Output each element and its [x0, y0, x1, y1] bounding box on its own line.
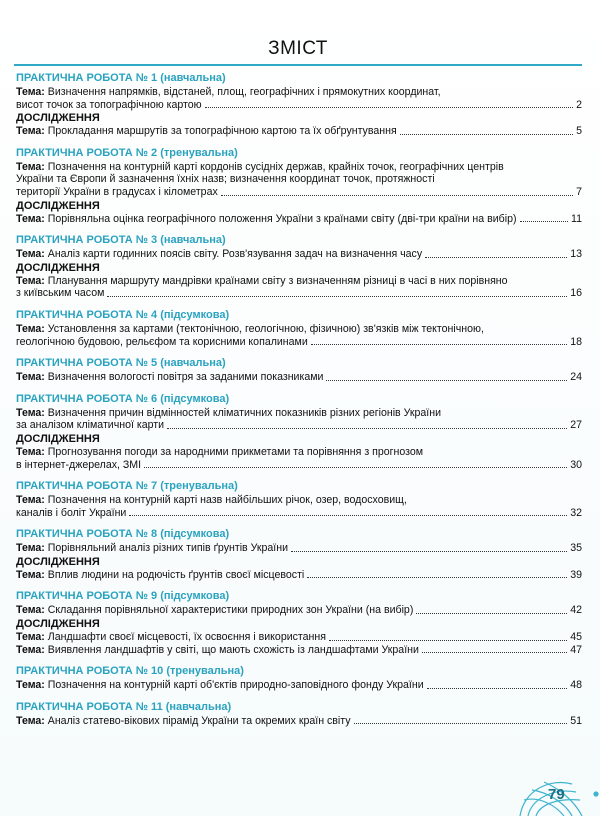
- topic-key: Тема:: [16, 494, 45, 507]
- toc-entry[interactable]: [16, 679, 582, 692]
- topic-key: Тема:: [16, 631, 45, 644]
- leader-dots: [520, 221, 568, 222]
- leader-dots: [167, 428, 567, 429]
- research-label: ДОСЛІДЖЕННЯ: [16, 261, 100, 274]
- topic-text: Вплив людини на родючість ґрунтів своєї місцевості: [47, 568, 305, 581]
- page-ref: 2: [576, 98, 582, 111]
- header: [14, 38, 582, 66]
- topic-text: геологічною будовою, рельєфом та корисними копалинами: [16, 335, 308, 348]
- leader-dots: [329, 640, 567, 641]
- page-ref: 13: [570, 248, 582, 261]
- leader-dots: [144, 467, 567, 468]
- table-of-contents: [16, 72, 582, 736]
- topic-key: Тема:: [16, 212, 45, 225]
- page-ref: 27: [570, 419, 582, 432]
- section-title[interactable]: ПРАКТИЧНА РОБОТА № 3 (навчальна): [16, 234, 226, 247]
- topic-key: Тема:: [16, 679, 45, 692]
- topic-key: Тема:: [16, 322, 45, 335]
- topic-text: за аналізом кліматичної карти: [16, 419, 165, 432]
- page-ref: 18: [570, 335, 582, 348]
- topic-text: території України в градусах і кілометрах: [16, 185, 218, 198]
- leader-dots: [291, 551, 567, 552]
- toc-entry[interactable]: [16, 371, 582, 384]
- page-ref: 35: [570, 542, 582, 555]
- page-title: ЗМІСТ: [268, 38, 328, 59]
- topic-text: Аналіз статево-вікових пірамід України та окремих країн світу: [47, 714, 351, 727]
- page-ref: 5: [576, 125, 582, 138]
- leader-dots: [354, 723, 568, 724]
- topic-text: Складання порівняльної характеристики природних зон України (на вибір): [47, 604, 414, 617]
- topic-key: Тема:: [16, 406, 45, 419]
- section-title[interactable]: ПРАКТИЧНА РОБОТА № 6 (підсумкова): [16, 392, 230, 405]
- research-label: ДОСЛІДЖЕННЯ: [16, 199, 100, 212]
- topic-key: Тема:: [16, 568, 45, 581]
- topic-key: Тема:: [16, 714, 45, 727]
- page-ref: 45: [570, 631, 582, 644]
- toc-entry[interactable]: [16, 407, 582, 432]
- toc-section: [16, 393, 582, 471]
- toc-section: [16, 701, 582, 728]
- page-ref: 7: [576, 185, 582, 198]
- topic-text: Планування маршруту мандрівки країнами світу з визначенням різниці в часі в них порівняно: [47, 274, 508, 287]
- page-number: 79: [548, 786, 565, 803]
- research-label: ДОСЛІДЖЕННЯ: [16, 618, 100, 631]
- toc-entry[interactable]: [16, 644, 582, 657]
- topic-key: Тема:: [16, 274, 45, 287]
- page-ref: 39: [570, 568, 582, 581]
- topic-key: Тема:: [16, 604, 45, 617]
- leader-dots: [107, 296, 567, 297]
- topic-text: Установлення за картами (тектонічною, геологічною, фізичною) зв'язків між тектонічною,: [47, 322, 484, 335]
- section-title[interactable]: ПРАКТИЧНА РОБОТА № 7 (тренувальна): [16, 480, 238, 493]
- topic-text: Визначення причин відмінностей кліматичних показників різних регіонів України: [47, 406, 442, 419]
- topic-key: Тема:: [16, 248, 45, 261]
- topic-text: висот точок за топографічною картою: [16, 98, 202, 111]
- toc-section: [16, 590, 582, 656]
- section-title[interactable]: ПРАКТИЧНА РОБОТА № 8 (підсумкова): [16, 528, 230, 541]
- leader-dots: [205, 107, 573, 108]
- toc-section: [16, 309, 582, 348]
- topic-key: Тема:: [16, 371, 45, 384]
- topic-text: Порівняльний аналіз різних типів ґрунтів України: [47, 542, 289, 555]
- toc-entry[interactable]: [16, 604, 582, 617]
- topic-key: Тема:: [16, 542, 45, 555]
- toc-section: [16, 665, 582, 692]
- research-label: ДОСЛІДЖЕННЯ: [16, 432, 100, 445]
- leader-dots: [221, 195, 573, 196]
- toc-entry[interactable]: [16, 715, 582, 728]
- section-title[interactable]: ПРАКТИЧНА РОБОТА № 2 (тренувальна): [16, 146, 238, 159]
- page-ref: 30: [570, 458, 582, 471]
- toc-section: [16, 72, 582, 138]
- page-ref: 11: [571, 212, 582, 225]
- toc-entry[interactable]: [16, 494, 582, 519]
- leader-dots: [326, 380, 567, 381]
- leader-dots: [427, 688, 568, 689]
- topic-text: Визначення напрямків, відстаней, площ, географічних і прямокутних координат,: [47, 86, 441, 98]
- toc-entry[interactable]: [16, 446, 582, 471]
- topic-text: Визначення вологості повітря за заданими показниками: [47, 371, 324, 384]
- leader-dots: [425, 257, 567, 258]
- topic-text: України та Європи й зазначення їхніх назв; визначення координат точок, протяжності: [16, 173, 435, 186]
- toc-entry[interactable]: [16, 275, 582, 300]
- title-divider: [14, 64, 582, 66]
- toc-entry[interactable]: [16, 161, 582, 199]
- topic-text: Прокладання маршрутів за топографічною картою та їх обґрунтування: [47, 125, 397, 138]
- topic-text: Аналіз карти годинних поясів світу. Розв'язування задач на визначення часу: [47, 248, 423, 261]
- toc-entry[interactable]: [16, 631, 582, 644]
- research-label: ДОСЛІДЖЕННЯ: [16, 555, 100, 568]
- topic-text: каналів і боліт України: [16, 506, 127, 519]
- leader-dots: [307, 577, 567, 578]
- topic-text: Позначення на контурній карті назв найбільших річок, озер, водосховищ,: [47, 494, 407, 507]
- topic-text: Прогнозування погоди за народними прикметами та порівняння з прогнозом: [47, 445, 424, 458]
- toc-section: [16, 480, 582, 519]
- leader-dots: [422, 652, 567, 653]
- toc-entry[interactable]: [16, 86, 582, 111]
- toc-section: [16, 357, 582, 384]
- topic-key: Тема:: [16, 643, 45, 656]
- section-title[interactable]: ПРАКТИЧНА РОБОТА № 5 (навчальна): [16, 357, 226, 370]
- page-ref: 51: [570, 714, 582, 727]
- toc-section: [16, 234, 582, 300]
- toc-entry[interactable]: [16, 248, 582, 261]
- toc-section: [16, 147, 582, 225]
- toc-entry[interactable]: [16, 569, 582, 582]
- section-title[interactable]: ПРАКТИЧНА РОБОТА № 9 (підсумкова): [16, 590, 230, 603]
- topic-text: Ландшафти своєї місцевості, їх освоєння і використання: [47, 631, 326, 644]
- leader-dots: [416, 613, 567, 614]
- page-ref: 47: [570, 643, 582, 656]
- topic-text: з київським часом: [16, 287, 105, 300]
- topic-key: Тема:: [16, 125, 45, 138]
- leader-dots: [129, 515, 567, 516]
- topic-key: Тема:: [16, 86, 45, 98]
- page-ref: 24: [570, 371, 582, 384]
- topic-text: Виявлення ландшафтів у світі, що мають схожість із ландшафтами України: [47, 643, 419, 656]
- topic-text: Позначення на контурній карті кордонів сусідніх держав, крайніх точок, географічних центрів: [47, 160, 504, 173]
- topic-text: Порівняльна оцінка географічного положення України з країнами світу (дві-три країни на вибір): [47, 212, 517, 225]
- page-ref: 32: [570, 506, 582, 519]
- topic-text: Позначення на контурній карті об'єктів природно-заповідного фонду України: [47, 679, 424, 692]
- toc-entry[interactable]: [16, 542, 582, 555]
- section-title[interactable]: ПРАКТИЧНА РОБОТА № 10 (тренувальна): [16, 665, 244, 678]
- page-ref: 16: [570, 287, 582, 300]
- leader-dots: [400, 134, 573, 135]
- page-ref: 42: [570, 604, 582, 617]
- toc-entry[interactable]: [16, 125, 582, 138]
- section-title[interactable]: ПРАКТИЧНА РОБОТА № 1 (навчальна): [16, 72, 226, 84]
- page-ref: 48: [570, 679, 582, 692]
- section-title[interactable]: ПРАКТИЧНА РОБОТА № 11 (навчальна): [16, 700, 232, 713]
- toc-entry[interactable]: [16, 323, 582, 348]
- topic-text: в інтернет-джерелах, ЗМІ: [16, 458, 142, 471]
- research-label: ДОСЛІДЖЕННЯ: [16, 112, 100, 125]
- toc-entry[interactable]: [16, 213, 582, 226]
- toc-section: [16, 528, 582, 581]
- leader-dots: [311, 344, 567, 345]
- section-title[interactable]: ПРАКТИЧНА РОБОТА № 4 (підсумкова): [16, 308, 230, 321]
- topic-key: Тема:: [16, 160, 45, 173]
- topic-key: Тема:: [16, 445, 45, 458]
